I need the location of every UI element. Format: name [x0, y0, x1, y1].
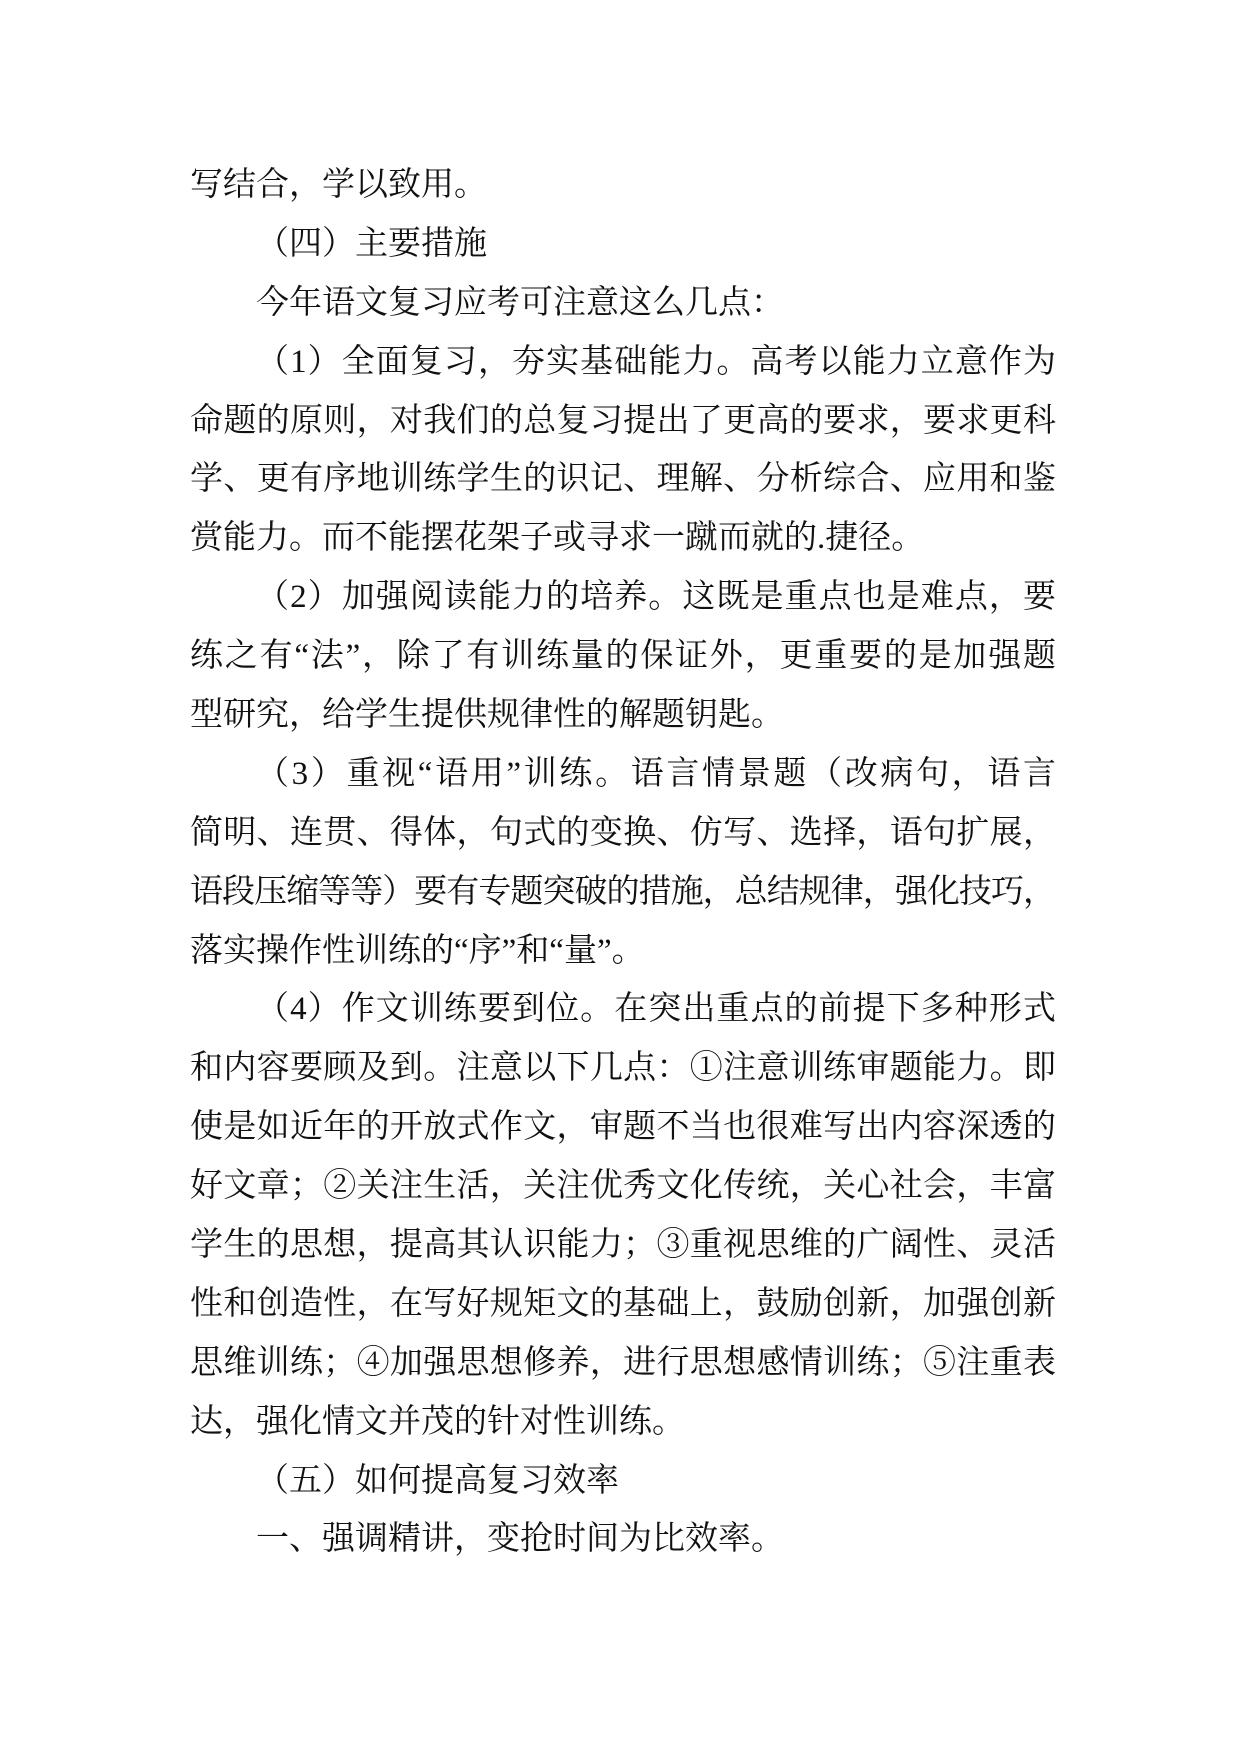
text-line	[190, 1510, 1056, 1569]
text-line	[190, 686, 1056, 745]
line-text: 好文章；②关注生活，关注优秀文化传统，关心社会，丰富	[190, 1168, 1057, 1205]
text-line	[190, 1393, 1056, 1452]
line-text: 语段压缩等等）要有专题突破的措施，总结规律，强化技巧，	[190, 873, 1056, 910]
line-text: 命题的原则，对我们的总复习提出了更高的要求，要求更科	[190, 402, 1057, 439]
text-line	[190, 1334, 1056, 1393]
line-text: 和内容要顾及到。注意以下几点：①注意训练审题能力。即	[190, 1050, 1057, 1087]
text-line	[190, 333, 1056, 392]
line-text: （4）作文训练要到位。在突出重点的前提下多种形式	[256, 991, 1058, 1028]
line-text: 写结合，学以致用。	[190, 167, 487, 203]
line-text: 落实操作性训练的“序”和“量”。	[190, 932, 645, 969]
text-line	[190, 392, 1056, 451]
text-line	[190, 1275, 1056, 1334]
heading-text: （四）主要措施	[256, 225, 487, 262]
line-text: 使是如近年的开放式作文，审题不当也很难写出内容深透的	[190, 1109, 1057, 1146]
paragraph	[190, 333, 1056, 569]
section-heading	[190, 215, 1056, 274]
text-line	[190, 863, 1056, 922]
text-line	[190, 745, 1059, 804]
line-text: 学、更有序地训练学生的识记、理解、分析综合、应用和鉴	[190, 461, 1057, 498]
line-text: 赏能力。而不能摆花架子或寻求一蹴而就的.捷径。	[190, 520, 925, 557]
line-text: （2）加强阅读能力的培养。这既是重点也是难点，要	[256, 579, 1058, 616]
text-line	[190, 922, 1056, 981]
section-heading	[190, 1452, 1056, 1511]
line-text: 今年语文复习应考可注意这么几点：	[256, 284, 784, 321]
text-line	[190, 1039, 1056, 1098]
line-text: （1）全面复习，夯实基础能力。高考以能力立意作为	[256, 343, 1058, 380]
text-line	[190, 1098, 1056, 1157]
paragraph	[190, 980, 1056, 1451]
text-line	[190, 450, 1056, 509]
text-line	[190, 509, 1056, 568]
text-line	[190, 627, 1056, 686]
heading-text: （五）如何提高复习效率	[256, 1462, 619, 1499]
paragraph	[190, 745, 1059, 981]
text-line	[190, 804, 1056, 863]
line-text: 思维训练；④加强思想修养，进行思想感情训练；⑤注重表	[190, 1344, 1057, 1381]
line-text: 简明、连贯、得体，句式的变换、仿写、选择，语句扩展，	[190, 814, 1057, 851]
line-text: 练之有“法”，除了有训练量的保证外，更重要的是加强题	[190, 638, 1058, 675]
line-text: 学生的思想，提高其认识能力；③重视思维的广阔性、灵活	[190, 1227, 1057, 1264]
text-line	[190, 1216, 1056, 1275]
paragraph	[190, 156, 1056, 215]
text-line	[190, 1452, 1056, 1511]
text-line	[190, 980, 1056, 1039]
line-text: 达，强化情文并茂的针对性训练。	[190, 1403, 685, 1440]
line-text: 一、强调精讲，变抢时间为比效率。	[256, 1521, 784, 1558]
text-line	[190, 274, 1056, 333]
text-line	[190, 156, 1056, 215]
paragraph	[190, 1510, 1056, 1569]
paragraph	[190, 568, 1056, 745]
document-body	[190, 156, 1059, 1569]
text-line	[190, 568, 1056, 627]
line-text: （3）重视“语用”训练。语言情景题（改病句，语言	[256, 755, 1059, 792]
text-line	[190, 215, 1056, 274]
paragraph	[190, 274, 1056, 333]
line-text: 性和创造性，在写好规矩文的基础上，鼓励创新，加强创新	[190, 1285, 1057, 1322]
line-text: 型研究，给学生提供规律性的解题钥匙。	[190, 697, 784, 734]
text-line	[190, 1157, 1056, 1216]
